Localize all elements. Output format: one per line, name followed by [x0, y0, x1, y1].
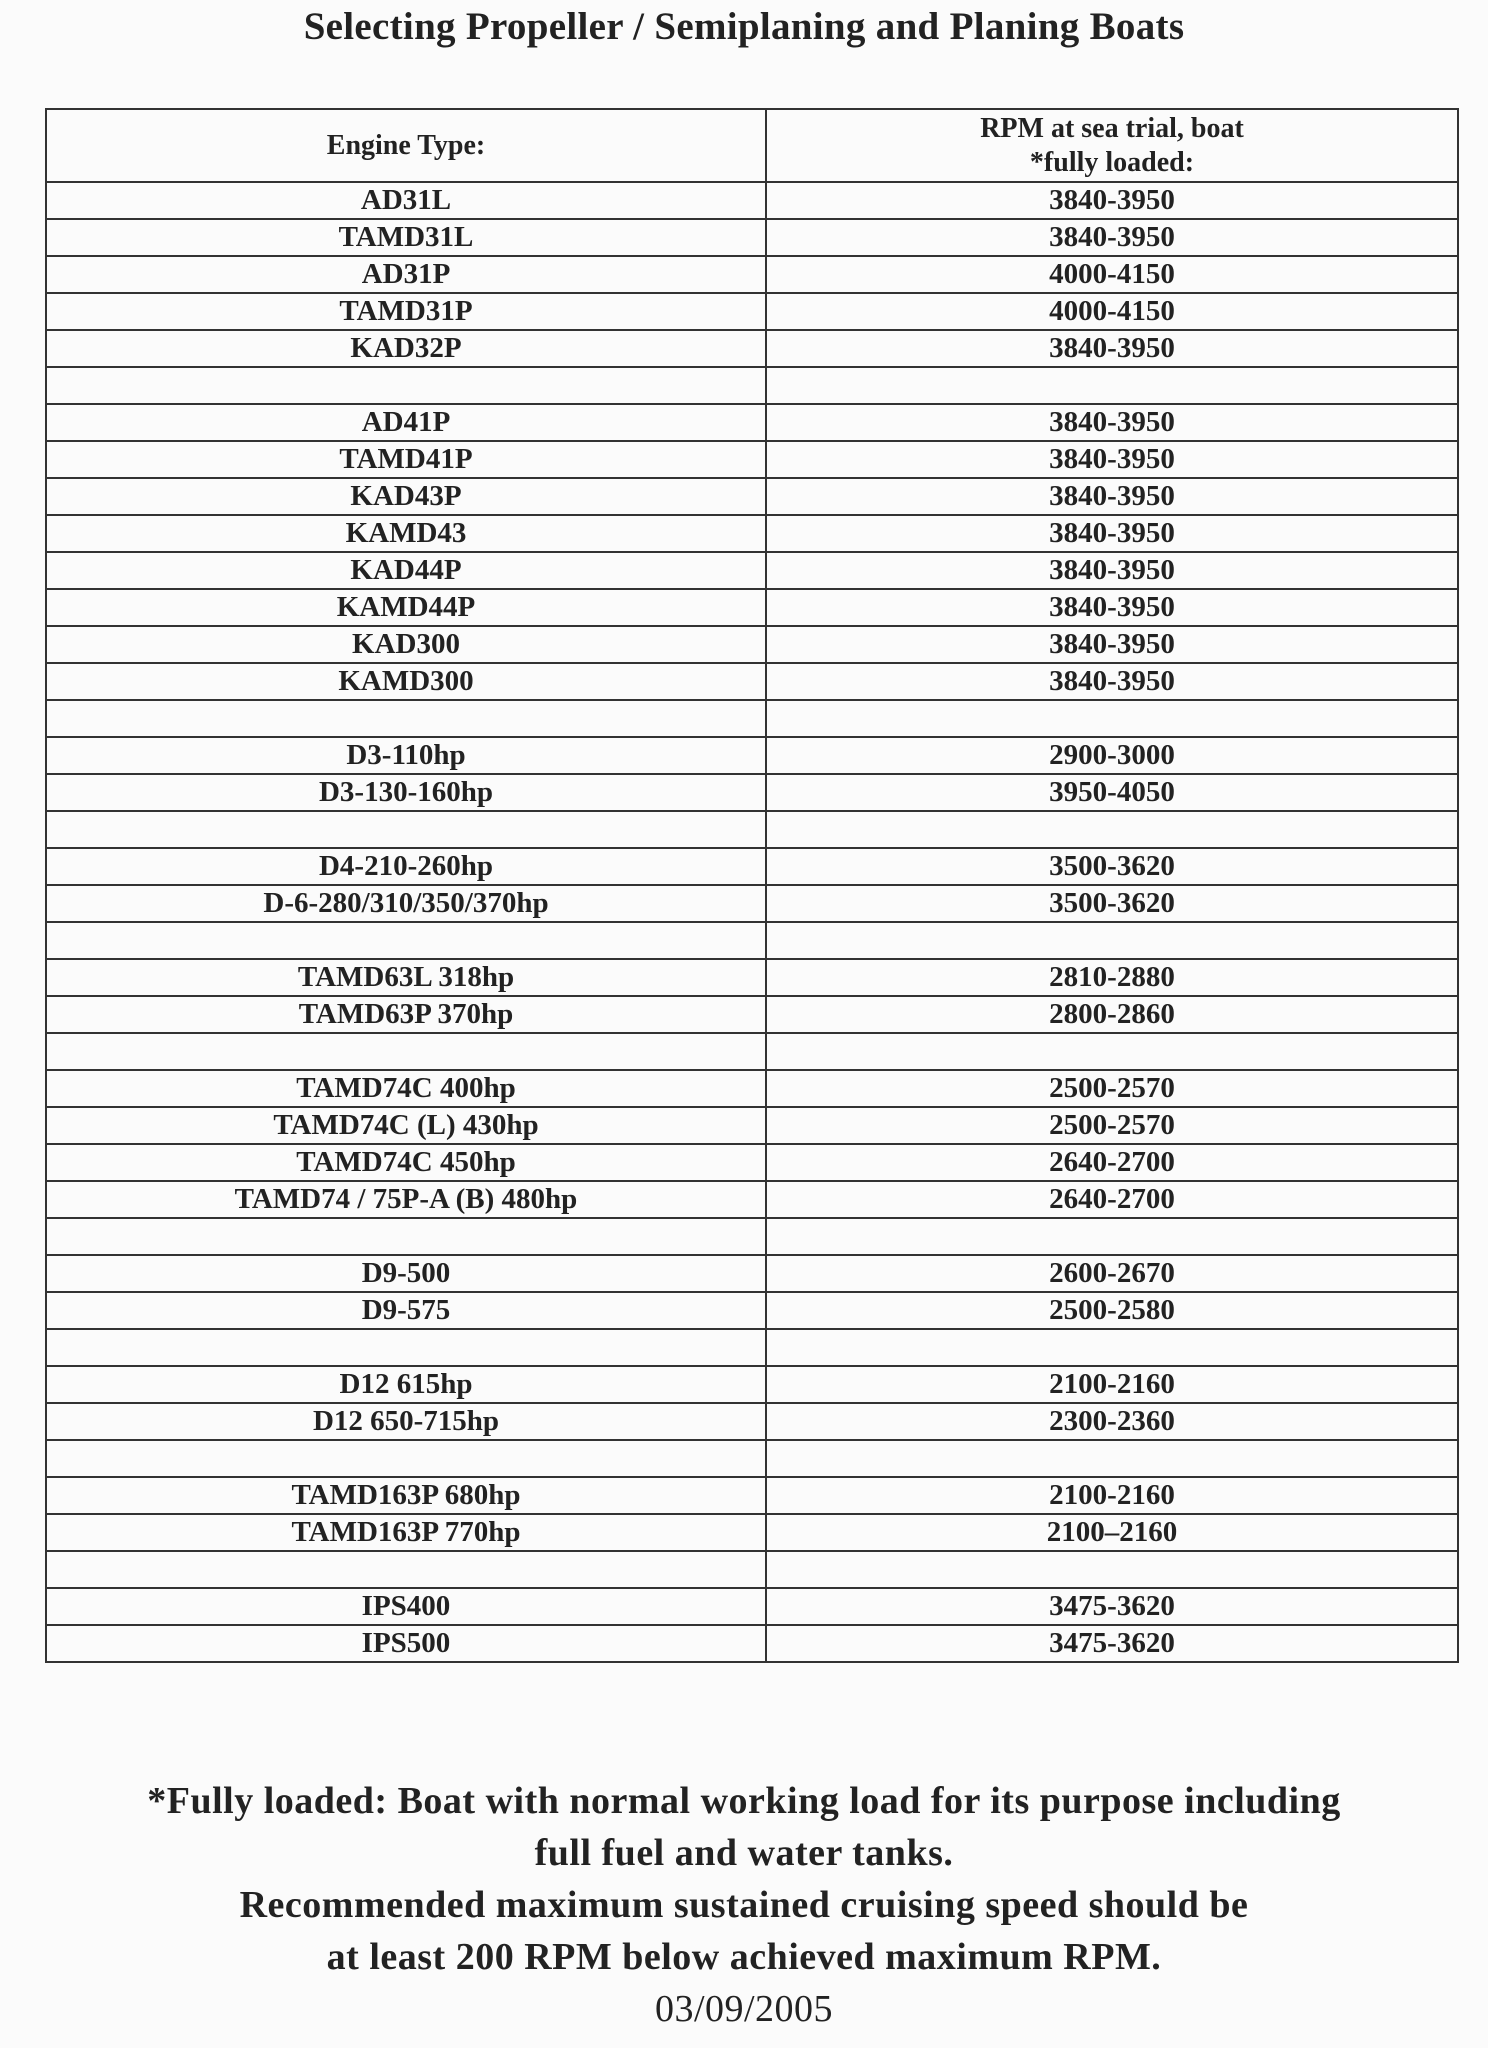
document-title: Selecting Propeller / Semiplaning and Planing Boats: [303, 5, 1185, 48]
engine-type-cell: TAMD74 / 75P-A (B) 480hp: [46, 1181, 766, 1218]
table-row: [46, 1477, 1458, 1514]
engine-type-cell: TAMD41P: [46, 441, 766, 478]
rpm-cell: 2500-2570: [766, 1107, 1458, 1144]
rpm-cell: 2100-2160: [766, 1477, 1458, 1514]
rpm-cell: [766, 1440, 1458, 1477]
engine-type-cell: KAD32P: [46, 330, 766, 367]
rpm-cell: [766, 811, 1458, 848]
rpm-cell: 3500-3620: [766, 848, 1458, 885]
table-spacer-row: [46, 1218, 1458, 1255]
rpm-cell: [766, 922, 1458, 959]
engine-type-cell: KAD43P: [46, 478, 766, 515]
table-spacer-row: [46, 922, 1458, 959]
engine-type-cell: KAMD44P: [46, 589, 766, 626]
table-spacer-row: [46, 700, 1458, 737]
engine-type-cell: [46, 1033, 766, 1070]
rpm-cell: 2500-2580: [766, 1292, 1458, 1329]
table-spacer-row: [46, 1033, 1458, 1070]
rpm-cell: [766, 367, 1458, 404]
engine-type-cell: KAMD43: [46, 515, 766, 552]
table-row: [46, 1366, 1458, 1403]
engine-type-cell: KAMD300: [46, 663, 766, 700]
table-row: [46, 1588, 1458, 1625]
engine-type-cell: IPS500: [46, 1625, 766, 1662]
engine-type-cell: [46, 922, 766, 959]
engine-type-cell: TAMD31P: [46, 293, 766, 330]
table-row: [46, 256, 1458, 293]
table-row: [46, 774, 1458, 811]
table-row: [46, 219, 1458, 256]
rpm-cell: 2900-3000: [766, 737, 1458, 774]
engine-type-cell: TAMD74C (L) 430hp: [46, 1107, 766, 1144]
rpm-cell: 3840-3950: [766, 182, 1458, 219]
table-row: [46, 663, 1458, 700]
recommendation-line: Recommended maximum sustained cruising speed should be: [239, 1884, 1249, 1926]
table-spacer-row: [46, 1440, 1458, 1477]
rpm-cell: 3840-3950: [766, 663, 1458, 700]
table-header-row: [46, 109, 1458, 182]
engine-type-cell: TAMD63P 370hp: [46, 996, 766, 1033]
rpm-cell: 3475-3620: [766, 1588, 1458, 1625]
table-row: [46, 1255, 1458, 1292]
table-row: [46, 589, 1458, 626]
rpm-cell: 3950-4050: [766, 774, 1458, 811]
engine-type-cell: TAMD163P 680hp: [46, 1477, 766, 1514]
recommendation-line: at least 200 RPM below achieved maximum RPM.: [326, 1936, 1162, 1978]
engine-type-cell: TAMD74C 450hp: [46, 1144, 766, 1181]
table-row: [46, 1403, 1458, 1440]
table-row: [46, 1181, 1458, 1218]
header-rpm-line1: RPM at sea trial, boat: [980, 112, 1244, 144]
footnote-line: full fuel and water tanks.: [534, 1832, 954, 1874]
table-spacer-row: [46, 1329, 1458, 1366]
table-row: [46, 441, 1458, 478]
rpm-cell: 2640-2700: [766, 1181, 1458, 1218]
table-row: [46, 885, 1458, 922]
table-row: [46, 996, 1458, 1033]
rpm-cell: 2500-2570: [766, 1070, 1458, 1107]
engine-type-cell: [46, 367, 766, 404]
header-engine-type: Engine Type:: [46, 109, 766, 182]
table-row: [46, 330, 1458, 367]
engine-type-cell: [46, 700, 766, 737]
table-row: [46, 1292, 1458, 1329]
rpm-cell: 2810-2880: [766, 959, 1458, 996]
table-row: [46, 1625, 1458, 1662]
header-rpm: [766, 109, 1458, 182]
rpm-cell: 3840-3950: [766, 478, 1458, 515]
engine-type-cell: D9-575: [46, 1292, 766, 1329]
rpm-cell: 2100–2160: [766, 1514, 1458, 1551]
engine-type-cell: [46, 811, 766, 848]
rpm-cell: 3840-3950: [766, 441, 1458, 478]
rpm-cell: 3840-3950: [766, 626, 1458, 663]
engine-type-cell: D9-500: [46, 1255, 766, 1292]
engine-type-cell: KAD44P: [46, 552, 766, 589]
table-row: [46, 404, 1458, 441]
table-row: [46, 1070, 1458, 1107]
table-row: [46, 478, 1458, 515]
rpm-cell: 2100-2160: [766, 1366, 1458, 1403]
engine-type-cell: [46, 1551, 766, 1588]
footnote-line: *Fully loaded: Boat with normal working load for its purpose including: [147, 1780, 1341, 1822]
table-row: [46, 1144, 1458, 1181]
engine-type-cell: TAMD74C 400hp: [46, 1070, 766, 1107]
table-row: [46, 1107, 1458, 1144]
footnote: [0, 1775, 1488, 2035]
table-row: [46, 848, 1458, 885]
engine-type-cell: D-6-280/310/350/370hp: [46, 885, 766, 922]
table-row: [46, 959, 1458, 996]
table-row: [46, 552, 1458, 589]
engine-type-cell: [46, 1329, 766, 1366]
table-row: [46, 1514, 1458, 1551]
rpm-cell: 4000-4150: [766, 256, 1458, 293]
rpm-cell: 3840-3950: [766, 589, 1458, 626]
rpm-cell: [766, 1551, 1458, 1588]
rpm-cell: 3840-3950: [766, 330, 1458, 367]
engine-type-cell: TAMD63L 318hp: [46, 959, 766, 996]
engine-type-cell: TAMD163P 770hp: [46, 1514, 766, 1551]
engine-type-cell: KAD300: [46, 626, 766, 663]
rpm-cell: [766, 700, 1458, 737]
table-spacer-row: [46, 367, 1458, 404]
document-date: 03/09/2005: [654, 1988, 834, 2030]
rpm-cell: [766, 1218, 1458, 1255]
rpm-cell: 2800-2860: [766, 996, 1458, 1033]
engine-type-cell: D3-110hp: [46, 737, 766, 774]
rpm-cell: 3500-3620: [766, 885, 1458, 922]
engine-rpm-table: [45, 108, 1459, 1663]
table-spacer-row: [46, 1551, 1458, 1588]
rpm-cell: 4000-4150: [766, 293, 1458, 330]
engine-type-cell: IPS400: [46, 1588, 766, 1625]
engine-type-cell: [46, 1218, 766, 1255]
engine-type-cell: D12 650-715hp: [46, 1403, 766, 1440]
rpm-cell: 3840-3950: [766, 404, 1458, 441]
rpm-cell: 3475-3620: [766, 1625, 1458, 1662]
table-row: [46, 515, 1458, 552]
rpm-cell: 2640-2700: [766, 1144, 1458, 1181]
rpm-cell: 3840-3950: [766, 219, 1458, 256]
rpm-cell: 3840-3950: [766, 552, 1458, 589]
engine-type-cell: AD31L: [46, 182, 766, 219]
table-row: [46, 737, 1458, 774]
engine-type-cell: AD41P: [46, 404, 766, 441]
table-row: [46, 626, 1458, 663]
engine-type-cell: D12 615hp: [46, 1366, 766, 1403]
engine-type-cell: TAMD31L: [46, 219, 766, 256]
header-rpm-line2: *fully loaded:: [1029, 146, 1195, 178]
table-spacer-row: [46, 811, 1458, 848]
rpm-cell: 2300-2360: [766, 1403, 1458, 1440]
rpm-cell: 2600-2670: [766, 1255, 1458, 1292]
engine-type-cell: AD31P: [46, 256, 766, 293]
engine-type-cell: D4-210-260hp: [46, 848, 766, 885]
engine-type-cell: D3-130-160hp: [46, 774, 766, 811]
rpm-cell: [766, 1033, 1458, 1070]
engine-type-cell: [46, 1440, 766, 1477]
rpm-cell: [766, 1329, 1458, 1366]
table-row: [46, 293, 1458, 330]
rpm-cell: 3840-3950: [766, 515, 1458, 552]
table-row: [46, 182, 1458, 219]
